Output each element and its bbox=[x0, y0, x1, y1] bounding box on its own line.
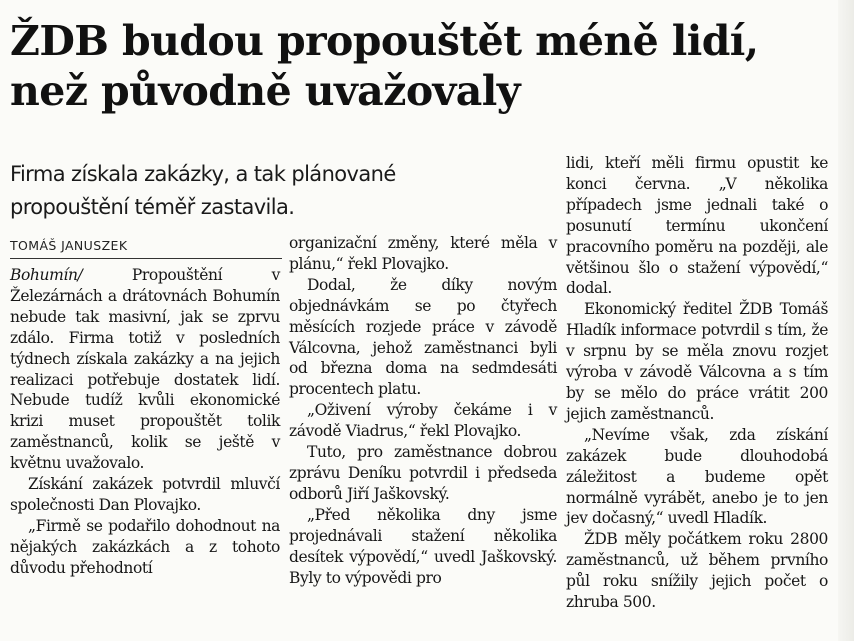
paragraph: organizační změny, které měla v plánu,“ řekl Plovajko. bbox=[289, 234, 557, 273]
paragraph: Tuto, pro zaměstnance dobrou zprávu Deníku potvrdil i předseda odborů Jiří Jaškovský. bbox=[289, 443, 557, 503]
paragraph: lidi, kteří měli firmu opustit ke konci června. „V několika případech jsme jednali také o posunutí termínu ukončení pracovního poměru na později, ale většinou šlo o stažení výpovědí,“ dodal. bbox=[566, 154, 828, 298]
headline bbox=[10, 16, 840, 116]
deck-line-2: propouštění téměř zastavila. bbox=[10, 195, 295, 219]
article-column-2 bbox=[289, 233, 557, 588]
headline-line-1: ŽDB budou propouštět méně lidí, bbox=[10, 17, 759, 65]
paragraph-text: Propouštění v Železárnách a drátovnách Bohumín nebude tak masivní, jak se zprvu zdálo. Firma totiž v posledních týdnech získala zakázky a na jejich realizaci potřebuje dostatek lidí. Nebude tudíž kvůli ekonomické krizi muset propouštět tolik zaměstnanců, kolik se ještě v květnu uvažovalo. bbox=[10, 266, 280, 473]
paragraph: „Před několika dny jsme projednávali stažení několika desítek výpovědí,“ uvedl Jaškovský. Byly to výpovědi pro bbox=[289, 505, 557, 587]
dateline: Bohumín/ bbox=[10, 266, 83, 284]
paragraph: Získání zakázek potvrdil mluvčí společnosti Dan Plovajko. bbox=[10, 475, 280, 514]
page-edge bbox=[838, 0, 854, 641]
paragraph: Ekonomický ředitel ŽDB Tomáš Hladík informace potvrdil s tím, že v srpnu by se měla znovu rozjet výroba v závodě Válcovna a s tím by se mělo do práce vrátit 200 jejich zaměstnanců. bbox=[566, 300, 828, 423]
paragraph bbox=[10, 265, 280, 474]
article-column-3 bbox=[566, 153, 828, 613]
byline: TOMÁŠ JANUSZEK bbox=[10, 238, 128, 253]
paragraph: „Oživení výroby čekáme i v závodě Viadrus,“ řekl Plovajko. bbox=[289, 401, 557, 441]
byline-rule bbox=[10, 258, 282, 259]
paragraph: „Firmě se podařilo dohodnout na nějakých zakázkách a z tohoto důvodu přehodnotí bbox=[10, 516, 280, 577]
paragraph: Dodal, že díky novým objednávkám se po čtyřech měsících rozjede práce v závodě Válcovna, jehož zaměstnanci byli od března doma na sedmdesáti procentech platu. bbox=[289, 275, 557, 399]
headline-line-2: než původně uvažovaly bbox=[10, 67, 520, 115]
deck-subheadline bbox=[10, 158, 560, 224]
paragraph: ŽDB měly počátkem roku 2800 zaměstnanců, už během prvního půl roku snížily jejich počet o zhruba 500. bbox=[566, 530, 828, 612]
deck-line-1: Firma získala zakázky, a tak plánované bbox=[10, 162, 396, 186]
article-column-1 bbox=[10, 265, 280, 579]
paragraph: „Nevíme však, zda získání zakázek bude dlouhodobá záležitost a budeme opět normálně vyrábět, anebo je to jen jev dočasný,“ uvedl Hladík. bbox=[566, 425, 828, 528]
